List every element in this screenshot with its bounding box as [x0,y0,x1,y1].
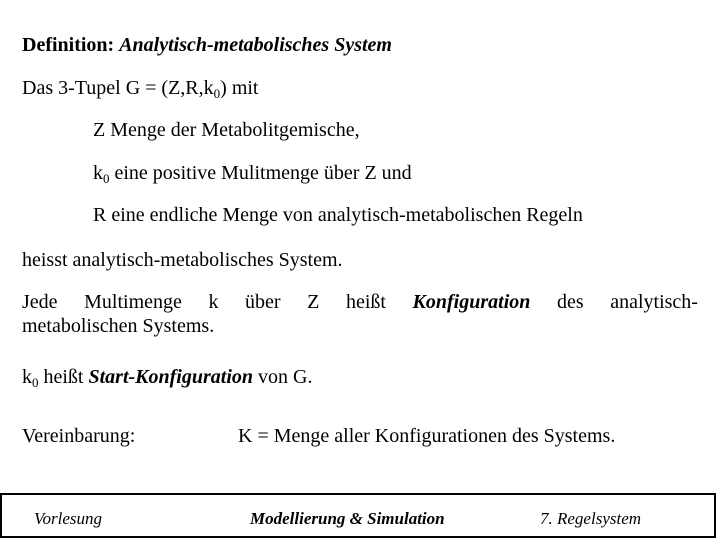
word: heißt [345,291,386,313]
konfiguration-row2: metabolischen Systems. [22,315,215,337]
heisst-line: heisst analytisch-metabolisches System. [22,249,343,271]
start-text: heißt [38,366,89,388]
definition-heading [22,33,392,57]
definition-label: Definition: [22,34,115,56]
item-r: R eine endliche Menge von analytisch-metabolischen Regeln [93,204,583,226]
word: k [208,291,219,313]
item-z: Z Menge der Metabolitgemische, [93,119,360,141]
start-subscript: 0 [32,375,39,390]
start-suffix: von G. [253,366,313,388]
footer-lecture: Vorlesung [34,509,102,528]
start-var: k [22,366,32,388]
start-line [22,365,312,389]
start-term: Start-Konfiguration [88,366,254,388]
footer-chapter: 7. Regelsystem [540,509,642,528]
konfiguration-term: Konfiguration [412,291,531,313]
item-k0-text: eine positive Mulitmenge über Z und [109,162,412,184]
item-k0 [93,161,412,185]
definition-title: Analytisch-metabolisches System [119,34,392,56]
tupel-suffix: ) mit [220,77,259,99]
konfiguration-row1 [22,290,698,314]
word: des [556,291,584,313]
word: Jede [22,291,58,313]
tupel-line [22,76,259,100]
word: über [245,291,281,313]
word: Multimenge [84,291,182,313]
word: analytisch- [610,291,698,313]
word: Z [307,291,320,313]
tupel-prefix: Das 3-Tupel G = (Z,R,k [22,77,214,99]
item-k0-subscript: 0 [103,171,110,186]
vereinbarung-value: K = Menge aller Konfigurationen des Systems. [238,425,616,447]
footer-course-title: Modellierung & Simulation [250,509,445,528]
footer-bar [0,493,716,538]
tupel-subscript: 0 [213,86,221,101]
konfiguration-paragraph [22,290,698,338]
item-k0-var: k [93,162,103,184]
vereinbarung-label: Vereinbarung: [22,425,136,447]
